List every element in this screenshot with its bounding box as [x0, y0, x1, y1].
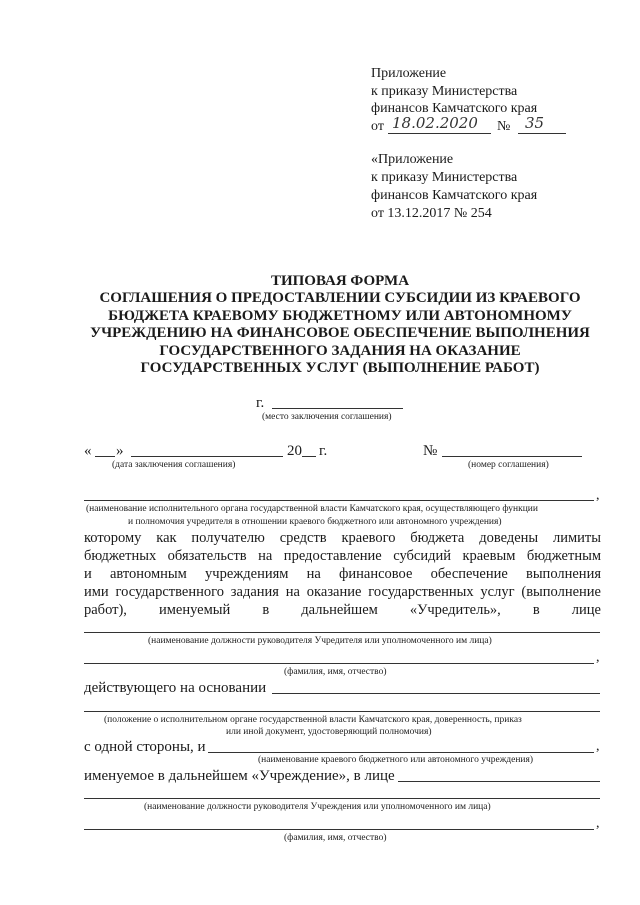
body-para-line3: и автономным учреждениям на финансовое обеспечение выполнения	[84, 566, 601, 582]
authority-line	[84, 500, 594, 501]
date-year-prefix: 20	[287, 443, 302, 459]
fio-caption-1: (фамилия, имя, отчество)	[284, 667, 387, 677]
named-institution-line	[398, 781, 600, 782]
body-para-line2: бюджетных обязательств на предоставление субсидий краевым бюджетным	[84, 548, 601, 564]
inst-head-line	[84, 798, 600, 799]
basis-caption-2: или иной документ, удостоверяющий полномочия)	[226, 727, 432, 737]
title-line4: УЧРЕЖДЕНИЮ НА ФИНАНСОВОЕ ОБЕСПЕЧЕНИЕ ВЫПОЛНЕНИЯ	[90, 325, 590, 341]
fio-line-1	[84, 663, 594, 664]
institution-caption: (наименование краевого бюджетного или автономного учреждения)	[258, 755, 534, 765]
appendix-old-line3: финансов Камчатского края	[371, 188, 538, 203]
appendix-number-line	[518, 133, 566, 134]
fio-line-2	[84, 829, 594, 830]
appendix-new-from-label: от	[371, 119, 384, 134]
appendix-old-line1: «Приложение	[371, 152, 454, 167]
institution-line	[208, 752, 594, 753]
date-month-line	[131, 456, 283, 457]
title-line5: ГОСУДАРСТВЕННОГО ЗАДАНИЯ НА ОКАЗАНИЕ	[159, 343, 521, 359]
appendix-old-line2: к приказу Министерства	[371, 170, 518, 185]
founder-head-caption: (наименование должности руководителя Учредителя или уполномоченного им лица)	[148, 636, 492, 646]
authority-caption-2: и полномочия учредителя в отношении краевого бюджетного или автономного учреждения)	[128, 517, 502, 527]
title-line6: ГОСУДАРСТВЕННЫХ УСЛУГ (ВЫПОЛНЕНИЕ РАБОТ)	[140, 360, 540, 376]
date-open-quote: «	[84, 443, 92, 459]
agreement-number-caption: (номер соглашения)	[468, 460, 549, 470]
appendix-number-handwritten: 35	[525, 114, 545, 132]
place-caption: (место заключения соглашения)	[262, 412, 392, 422]
appendix-old-line4: от 13.12.2017 № 254	[371, 206, 492, 221]
inst-head-caption: (наименование должности руководителя Учреждения или уполномоченного им лица)	[144, 802, 491, 812]
agreement-number-line	[442, 456, 582, 457]
appendix-date-line	[388, 133, 491, 134]
date-year-suffix: г.	[319, 443, 328, 459]
appendix-new-line3: финансов Камчатского края	[371, 101, 538, 116]
fio-comma-1: ,	[596, 650, 600, 665]
appendix-new-line2: к приказу Министерства	[371, 84, 518, 99]
appendix-new-line1: Приложение	[371, 66, 447, 81]
place-prefix: г.	[256, 395, 265, 411]
appendix-number-label: №	[497, 119, 511, 134]
title-line1: ТИПОВАЯ ФОРМА	[270, 273, 410, 289]
fio-comma-2: ,	[596, 816, 600, 831]
title-line2: СОГЛАШЕНИЯ О ПРЕДОСТАВЛЕНИИ СУБСИДИИ ИЗ КРАЕВОГО	[99, 290, 581, 306]
acting-basis-line	[272, 693, 600, 694]
body-para-line5: работ), именуемый в дальнейшем «Учредитель», в лице	[84, 602, 601, 618]
institution-comma: ,	[596, 739, 600, 754]
acting-basis-label: действующего на основании	[84, 680, 267, 696]
named-institution-label: именуемое в дальнейшем «Учреждение», в лице	[84, 768, 395, 784]
one-side-label: с одной стороны, и	[84, 739, 206, 755]
agreement-number-label: №	[423, 443, 438, 459]
basis-line	[84, 711, 600, 712]
body-para-line4: ими государственного задания на оказание государственных услуг (выполнение	[84, 584, 601, 600]
date-year-line	[302, 456, 316, 457]
date-day-line	[95, 456, 115, 457]
date-close-quote: »	[116, 443, 124, 459]
appendix-date-handwritten: 18.02.2020	[392, 114, 478, 132]
basis-caption-1: (положение о исполнительном органе государственной власти Камчатского края, доверенность, приказ	[104, 715, 522, 725]
authority-caption-1: (наименование исполнительного органа государственной власти Камчатского края, осуществляющего функции	[86, 504, 538, 514]
body-para-line1: которому как получателю средств краевого бюджета доведены лимиты	[84, 530, 601, 546]
founder-head-line	[84, 632, 600, 633]
date-caption: (дата заключения соглашения)	[112, 460, 236, 470]
fio-caption-2: (фамилия, имя, отчество)	[284, 833, 387, 843]
title-line3: БЮДЖЕТА КРАЕВОМУ БЮДЖЕТНОМУ ИЛИ АВТОНОМНОМУ	[108, 308, 572, 324]
authority-comma: ,	[596, 488, 600, 503]
place-line	[272, 408, 403, 409]
